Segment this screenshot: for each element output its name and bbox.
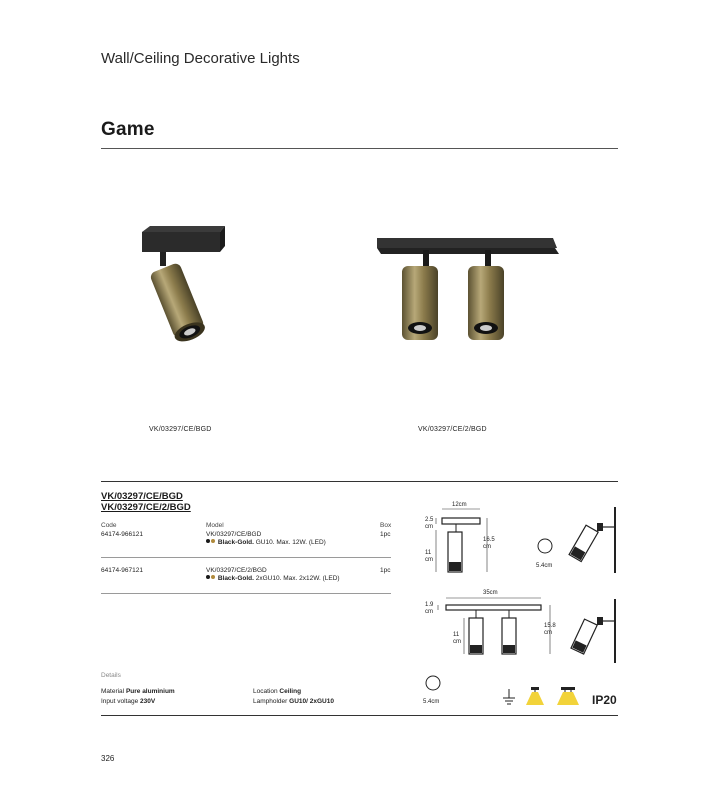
row1-finish: Black-Gold. (217, 539, 254, 546)
dim-single-body: 11 cm (425, 550, 433, 563)
row-divider (101, 593, 391, 594)
dim-double-width: 35cm (483, 590, 498, 596)
black-swatch-icon (206, 539, 210, 543)
gold-swatch-icon (211, 575, 215, 579)
diameter-circle-single (536, 537, 554, 555)
ip-rating: IP20 (592, 693, 617, 707)
row2-finish: Black-Gold. (217, 575, 254, 582)
diameter-circle-double (424, 674, 442, 692)
product-image-single (130, 222, 230, 347)
code-double: VK/03297/CE/2/BGD (101, 502, 191, 513)
dim-double-total: 15.8 cm (544, 623, 556, 636)
row2-model: VK/03297/CE/2/BGD (206, 567, 267, 574)
product-codes (101, 491, 191, 513)
footer-divider (101, 715, 618, 716)
dimension-diagram-double (420, 590, 560, 660)
code-single: VK/03297/CE/BGD (101, 491, 183, 502)
col-header-box: Box (380, 522, 392, 529)
detail-material: Material Pure aluminium (101, 688, 175, 695)
dim-single-width: 12cm (452, 502, 467, 508)
spec-divider (101, 481, 618, 482)
side-view-single (565, 505, 620, 575)
caption-double: VK/03297/CE/2/BGD (418, 426, 487, 433)
detail-voltage: Input voltage 230V (101, 698, 156, 705)
detail-lampholder: Lampholder GU10/ 2xGU10 (253, 698, 334, 705)
dim-single-plate: 2.5 cm (425, 517, 434, 530)
row1-code: 64174-966121 (101, 531, 143, 538)
light-beam-icon (525, 686, 545, 706)
product-image-double (375, 230, 560, 345)
dim-double-plate: 1.9 cm (425, 602, 434, 615)
row1-model: VK/03297/CE/BGD (206, 531, 262, 538)
row2-spec: 2xGU10. Max. 2x12W. (LED) (255, 575, 340, 582)
earth-ground-icon (502, 688, 516, 706)
row1-spec: GU10. Max. 12W. (LED) (255, 539, 326, 546)
gold-swatch-icon (211, 539, 215, 543)
caption-single: VK/03297/CE/BGD (149, 426, 212, 433)
dim-double-body: 11 cm (453, 632, 461, 645)
row2-code: 64174-967121 (101, 567, 143, 574)
double-light-beam-icon (556, 686, 580, 706)
row-divider (101, 557, 391, 558)
detail-location: Location Ceiling (253, 688, 302, 695)
row2-box: 1pc (380, 567, 391, 574)
col-header-model: Model (206, 522, 224, 529)
row2-finish-line (206, 575, 340, 584)
category-title: Wall/Ceiling Decorative Lights (101, 50, 300, 67)
side-view-double (565, 597, 620, 665)
dim-double-diameter: 5.4cm (423, 699, 440, 705)
row1-finish-line (206, 539, 326, 548)
product-title: Game (101, 119, 155, 140)
details-heading: Details (101, 672, 121, 679)
black-swatch-icon (206, 575, 210, 579)
col-header-code: Code (101, 522, 117, 529)
row1-box: 1pc (380, 531, 391, 538)
dim-single-diameter: 5.4cm (536, 563, 553, 569)
dim-single-total: 16.5 cm (483, 537, 495, 550)
page-number: 326 (101, 754, 115, 763)
title-divider (101, 148, 618, 149)
